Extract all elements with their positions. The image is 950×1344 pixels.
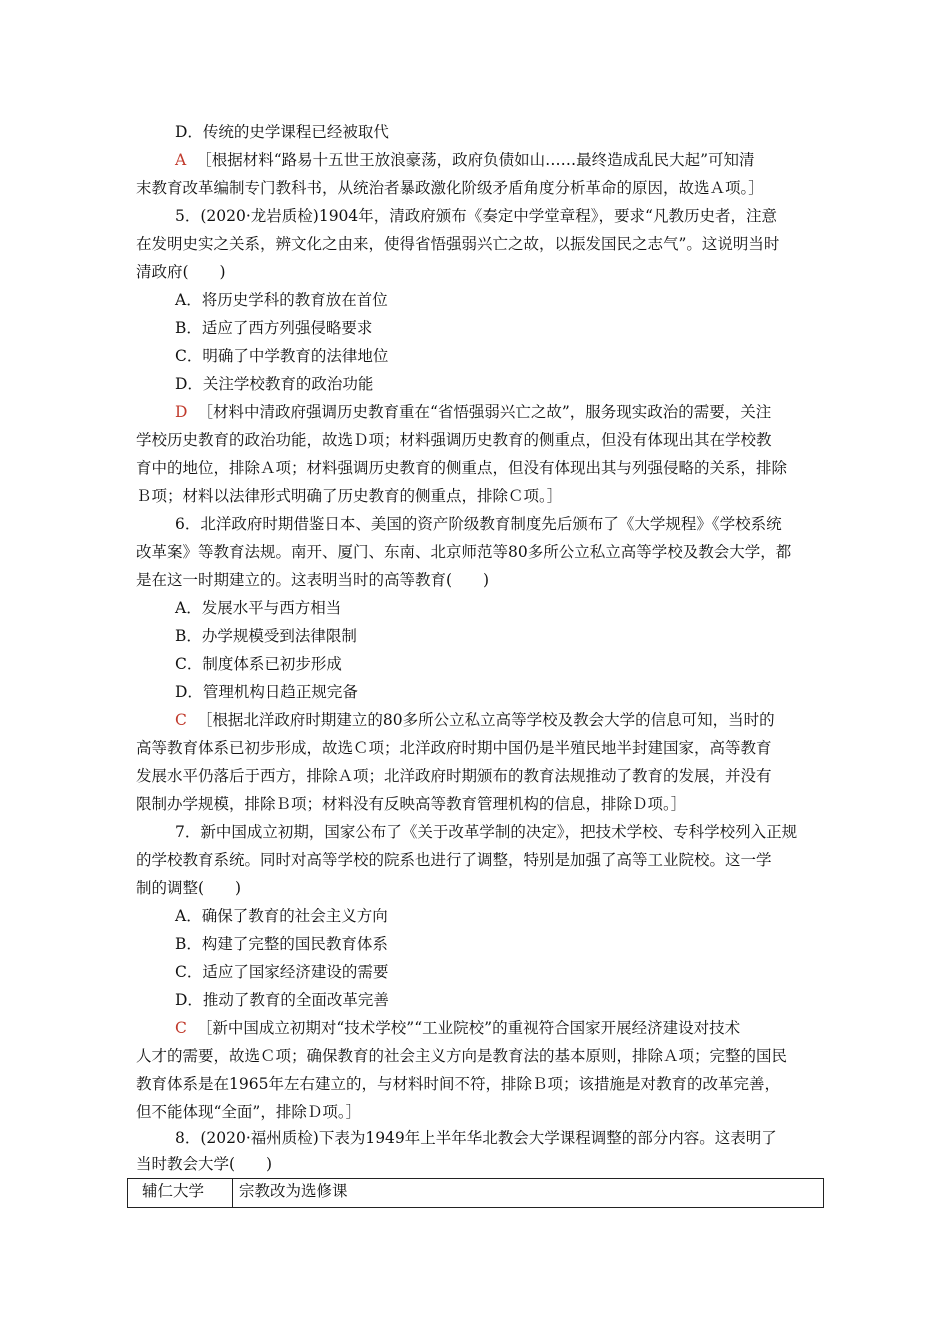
- q7-stem-line-1: 7．新中国成立初期，国家公布了《关于改革学制的决定》，把技术学校、专科学校列入正规: [175, 823, 798, 841]
- q6-explanation-line: [175, 708, 775, 730]
- q6-option-c: C．制度体系已初步形成: [175, 655, 342, 673]
- q7-option-b: B．构建了完整的国民教育体系: [175, 935, 388, 953]
- q5-explanation-text: ［材料中清政府强调历史教育重在“省悟强弱兴亡之故”，服务现实政治的需要，关注: [197, 403, 772, 421]
- q7-stem-line-2: 的学校教育系统。同时对高等学校的院系也进行了调整，特别是加强了高等工业院校。这一学: [136, 851, 772, 869]
- q6-option-d: D．管理机构日趋正规完备: [175, 683, 358, 701]
- q4-answer-key: A: [175, 151, 187, 169]
- q7-stem-line-3: 制的调整( ): [136, 879, 242, 897]
- q5-option-b: B．适应了西方列强侵略要求: [175, 319, 373, 337]
- q6-stem-line-1: 6．北洋政府时期借鉴日本、美国的资产阶级教育制度先后颁布了《大学规程》《学校系统: [175, 515, 782, 533]
- q5-option-a: A．将历史学科的教育放在首位: [175, 291, 388, 309]
- q7-explanation-line-2: 人才的需要，故选Ｃ项；确保教育的社会主义方向是教育法的基本原则，排除Ａ项；完整的国民: [136, 1047, 788, 1065]
- q7-option-c: C．适应了国家经济建设的需要: [175, 963, 389, 981]
- table-cell-university: 辅仁大学: [128, 1179, 233, 1208]
- q5-stem-line-3: 清政府( ): [136, 263, 226, 281]
- table-cell-change: 宗教改为选修课: [233, 1179, 824, 1208]
- q6-option-a: A．发展水平与西方相当: [175, 599, 342, 617]
- q5-stem-line-2: 在发明史实之关系，辨文化之由来，使得省悟强弱兴亡之故，以振发国民之志气”。这说明当时: [136, 235, 780, 253]
- q8-stem-line-2: 当时教会大学( ): [136, 1155, 273, 1173]
- q7-explanation-line: [175, 1016, 740, 1038]
- q6-explanation-line-3: 发展水平仍落后于西方，排除Ａ项；北洋政府时期颁布的教育法规推动了教育的发展，并没有: [136, 767, 772, 785]
- q6-answer-key: C: [175, 711, 187, 729]
- q5-option-d: D．关注学校教育的政治功能: [175, 375, 374, 393]
- q6-explanation-line-2: 高等教育体系已初步形成，故选Ｃ项；北洋政府时期中国仍是半殖民地半封建国家，高等教育: [136, 739, 772, 757]
- q5-explanation-line-2: 学校历史教育的政治功能，故选Ｄ项；材料强调历史教育的侧重点，但没有体现出其在学校教: [136, 431, 772, 449]
- q7-explanation-line-3: 教育体系是在1965年左右建立的，与材料时间不符，排除Ｂ项；该措施是对教育的改革完善，: [136, 1075, 780, 1093]
- table-row: [128, 1179, 824, 1208]
- q5-explanation-line-3: 育中的地位，排除Ａ项；材料强调历史教育的侧重点，但没有体现出其与列强侵略的关系，排除: [136, 459, 788, 477]
- q6-option-b: B．办学规模受到法律限制: [175, 627, 357, 645]
- q5-option-c: C．明确了中学教育的法律地位: [175, 347, 389, 365]
- q6-explanation-line-4: 限制办学规模，排除Ｂ项；材料没有反映高等教育管理机构的信息，排除Ｄ项。］: [136, 795, 687, 813]
- q8-stem-line-1: 8．(2020·福州质检)下表为1949年上半年华北教会大学课程调整的部分内容。这表明了: [175, 1129, 777, 1147]
- q6-stem-line-3: 是在这一时期建立的。这表明当时的高等教育( ): [136, 571, 490, 589]
- q6-stem-line-2: 改革案》等教育法规。南开、厦门、东南、北京师范等80多所公立私立高等学校及教会大学，都: [136, 543, 792, 561]
- q7-option-d: D．推动了教育的全面改革完善: [175, 991, 389, 1009]
- q5-answer-key: D: [175, 403, 188, 421]
- q5-explanation-line-4: Ｂ项；材料以法律形式明确了历史教育的侧重点，排除Ｃ项。］: [136, 487, 563, 505]
- q4-explanation-line-2: 末教育改革编制专门教科书，从统治者暴政激化阶级矛盾角度分析革命的原因，故选Ａ项。］: [136, 179, 764, 197]
- q5-explanation-line: [175, 400, 771, 422]
- q4-explanation-text: ［根据材料“路易十五世王放浪豪荡，政府负债如山……最终造成乱民大起”可知清: [196, 151, 755, 169]
- q4-explanation-line: [175, 148, 755, 170]
- q7-answer-key: C: [175, 1019, 187, 1037]
- q7-explanation-text: ［新中国成立初期对“技术学校”“工业院校”的重视符合国家开展经济建设对技术: [196, 1019, 741, 1037]
- q7-option-a: A．确保了教育的社会主义方向: [175, 907, 388, 925]
- q7-explanation-line-4: 但不能体现“全面”，排除Ｄ项。］: [136, 1103, 362, 1121]
- q6-explanation-text: ［根据北洋政府时期建立的80多所公立私立高等学校及教会大学的信息可知，当时的: [196, 711, 775, 729]
- q4-option-d: D．传统的史学课程已经被取代: [175, 123, 389, 141]
- q8-table: [127, 1178, 824, 1208]
- q5-stem-line-1: 5．(2020·龙岩质检)1904年，清政府颁布《奏定中学堂章程》，要求“凡教历史者，注意: [175, 207, 777, 225]
